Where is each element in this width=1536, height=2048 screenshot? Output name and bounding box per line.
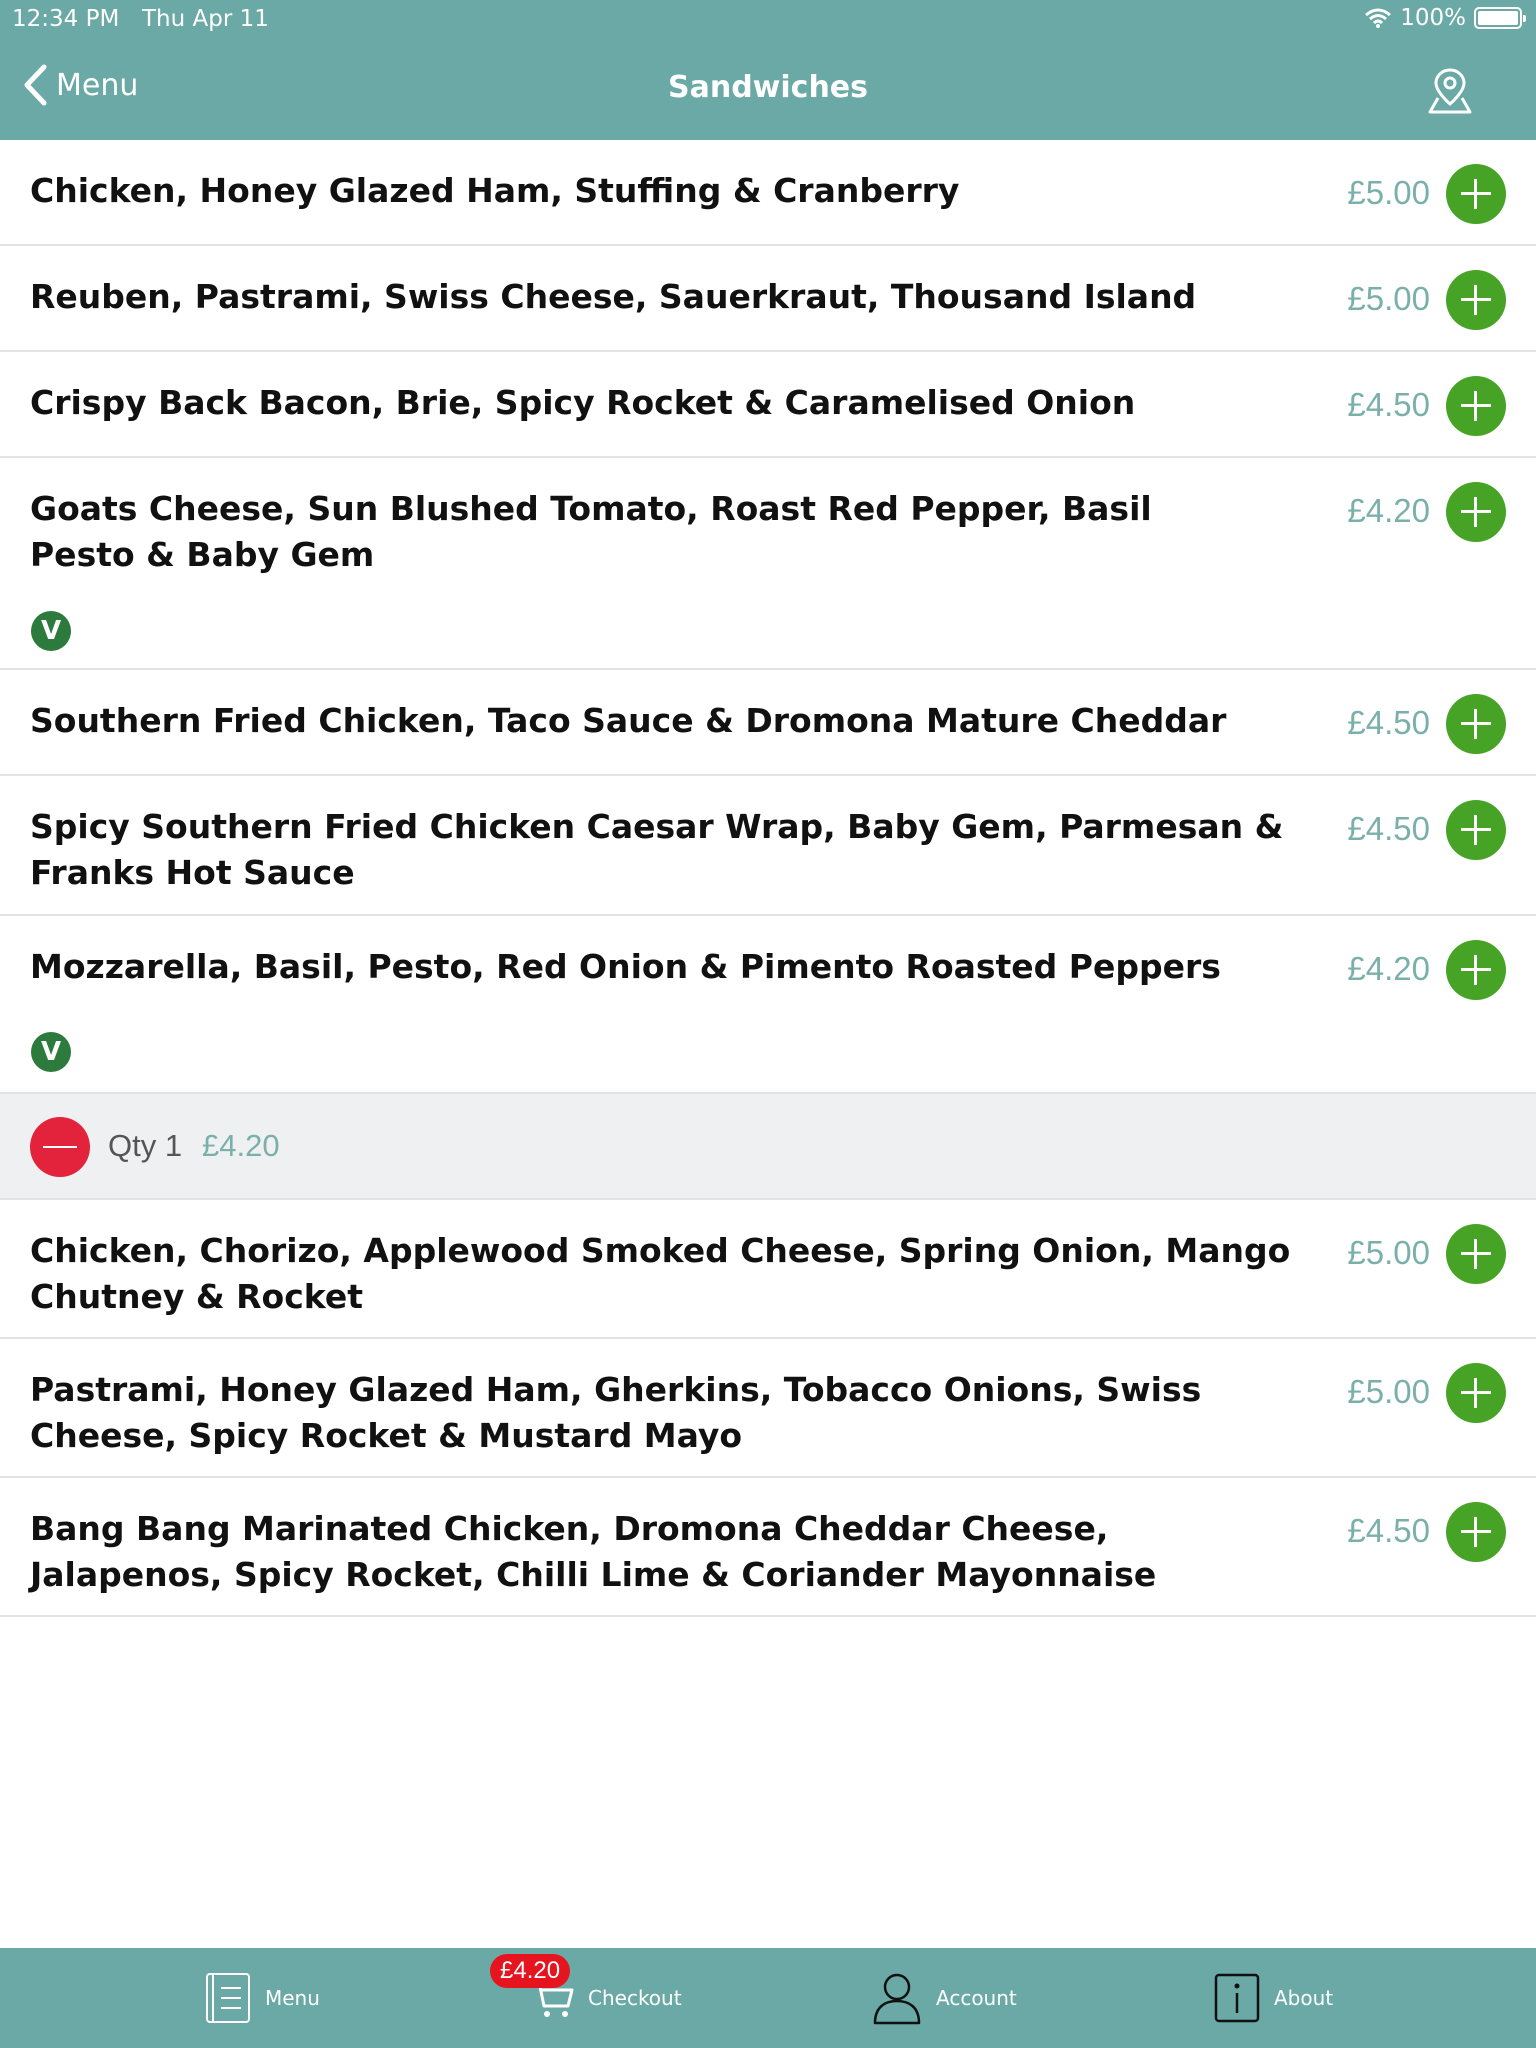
tab-menu[interactable]	[205, 1968, 320, 2028]
menu-item[interactable]	[0, 916, 1536, 1094]
item-price: £5.00	[1347, 174, 1430, 211]
battery-icon	[1474, 7, 1522, 29]
tab-menu-label: Menu	[265, 1986, 320, 2010]
add-icon[interactable]	[1446, 1363, 1506, 1423]
basket-line	[0, 1094, 1536, 1200]
item-name: Crispy Back Bacon, Brie, Spicy Rocket & Caramelised Onion	[30, 383, 1136, 422]
item-price: £4.20	[1347, 950, 1430, 987]
menu-item[interactable]	[0, 458, 1536, 670]
add-icon[interactable]	[1446, 376, 1506, 436]
map-pin-icon	[1426, 66, 1474, 116]
checkout-total-badge: £4.20	[490, 1954, 570, 1988]
menu-item[interactable]	[0, 670, 1536, 776]
status-date: Thu Apr 11	[142, 6, 269, 32]
menu-item[interactable]	[0, 1200, 1536, 1339]
item-name: Reuben, Pastrami, Swiss Cheese, Sauerkraut, Thousand Island	[30, 277, 1197, 316]
menu-item[interactable]	[0, 1339, 1536, 1478]
person-icon	[872, 1971, 922, 2025]
item-name: Chicken, Honey Glazed Ham, Stuffing & Cranberry	[30, 171, 960, 210]
tab-checkout-label: Checkout	[588, 1986, 682, 2010]
menu-item[interactable]	[0, 246, 1536, 352]
menu-item[interactable]	[0, 140, 1536, 246]
add-icon[interactable]	[1446, 694, 1506, 754]
tab-about-label: About	[1274, 1986, 1334, 2010]
menu-item[interactable]	[0, 352, 1536, 458]
add-icon[interactable]	[1446, 1224, 1506, 1284]
basket-price: £4.20	[202, 1128, 280, 1163]
item-price: £4.50	[1347, 810, 1430, 847]
add-icon[interactable]	[1446, 482, 1506, 542]
vegetarian-badge-icon: V	[31, 611, 71, 651]
item-name: Pastrami, Honey Glazed Ham, Gherkins, Tobacco Onions, Swiss Cheese, Spicy Rocket & Mustard Mayo	[30, 1370, 1202, 1455]
menu-list	[0, 140, 1536, 1617]
item-name: Spicy Southern Fried Chicken Caesar Wrap, Baby Gem, Parmesan & Franks Hot Sauce	[30, 807, 1284, 892]
item-price: £4.50	[1347, 386, 1430, 423]
status-right	[1364, 5, 1522, 31]
page-title: Sandwiches	[667, 70, 869, 105]
item-name: Mozzarella, Basil, Pesto, Red Onion & Pimento Roasted Peppers	[30, 947, 1221, 986]
remove-icon[interactable]	[30, 1117, 90, 1177]
item-name: Chicken, Chorizo, Applewood Smoked Cheese, Spring Onion, Mango Chutney & Rocket	[30, 1231, 1291, 1316]
status-time: 12:34 PM	[12, 6, 120, 32]
add-icon[interactable]	[1446, 164, 1506, 224]
add-icon[interactable]	[1446, 800, 1506, 860]
tab-account[interactable]	[872, 1968, 1017, 2028]
item-price: £5.00	[1347, 1234, 1430, 1271]
nav-bar	[0, 38, 1536, 140]
menu-book-icon	[205, 1972, 251, 2024]
item-price: £5.00	[1347, 1373, 1430, 1410]
map-pin-button[interactable]	[1426, 66, 1474, 120]
menu-item[interactable]	[0, 1478, 1536, 1617]
menu-item[interactable]	[0, 776, 1536, 916]
tab-account-label: Account	[936, 1986, 1017, 2010]
add-icon[interactable]	[1446, 1502, 1506, 1562]
item-price: £4.50	[1347, 1512, 1430, 1549]
item-name: Southern Fried Chicken, Taco Sauce & Dromona Mature Cheddar	[30, 701, 1227, 740]
add-icon[interactable]	[1446, 940, 1506, 1000]
battery-percent: 100%	[1400, 5, 1466, 31]
status-bar	[0, 0, 1536, 38]
back-label: Menu	[56, 67, 139, 103]
tab-about[interactable]	[1214, 1968, 1333, 2028]
info-icon	[1214, 1973, 1260, 2023]
basket-qty: Qty 1	[108, 1128, 183, 1163]
item-price: £4.50	[1347, 704, 1430, 741]
item-name: Bang Bang Marinated Chicken, Dromona Cheddar Cheese, Jalapenos, Spicy Rocket, Chilli Lime & Coriander Mayonnaise	[30, 1509, 1157, 1594]
item-price: £5.00	[1347, 280, 1430, 317]
vegetarian-badge-icon: V	[31, 1032, 71, 1072]
add-icon[interactable]	[1446, 270, 1506, 330]
item-name: Goats Cheese, Sun Blushed Tomato, Roast Red Pepper, Basil Pesto & Baby Gem	[30, 489, 1152, 574]
wifi-icon	[1364, 7, 1392, 29]
tab-bar	[0, 1948, 1536, 2048]
item-price: £4.20	[1347, 492, 1430, 529]
